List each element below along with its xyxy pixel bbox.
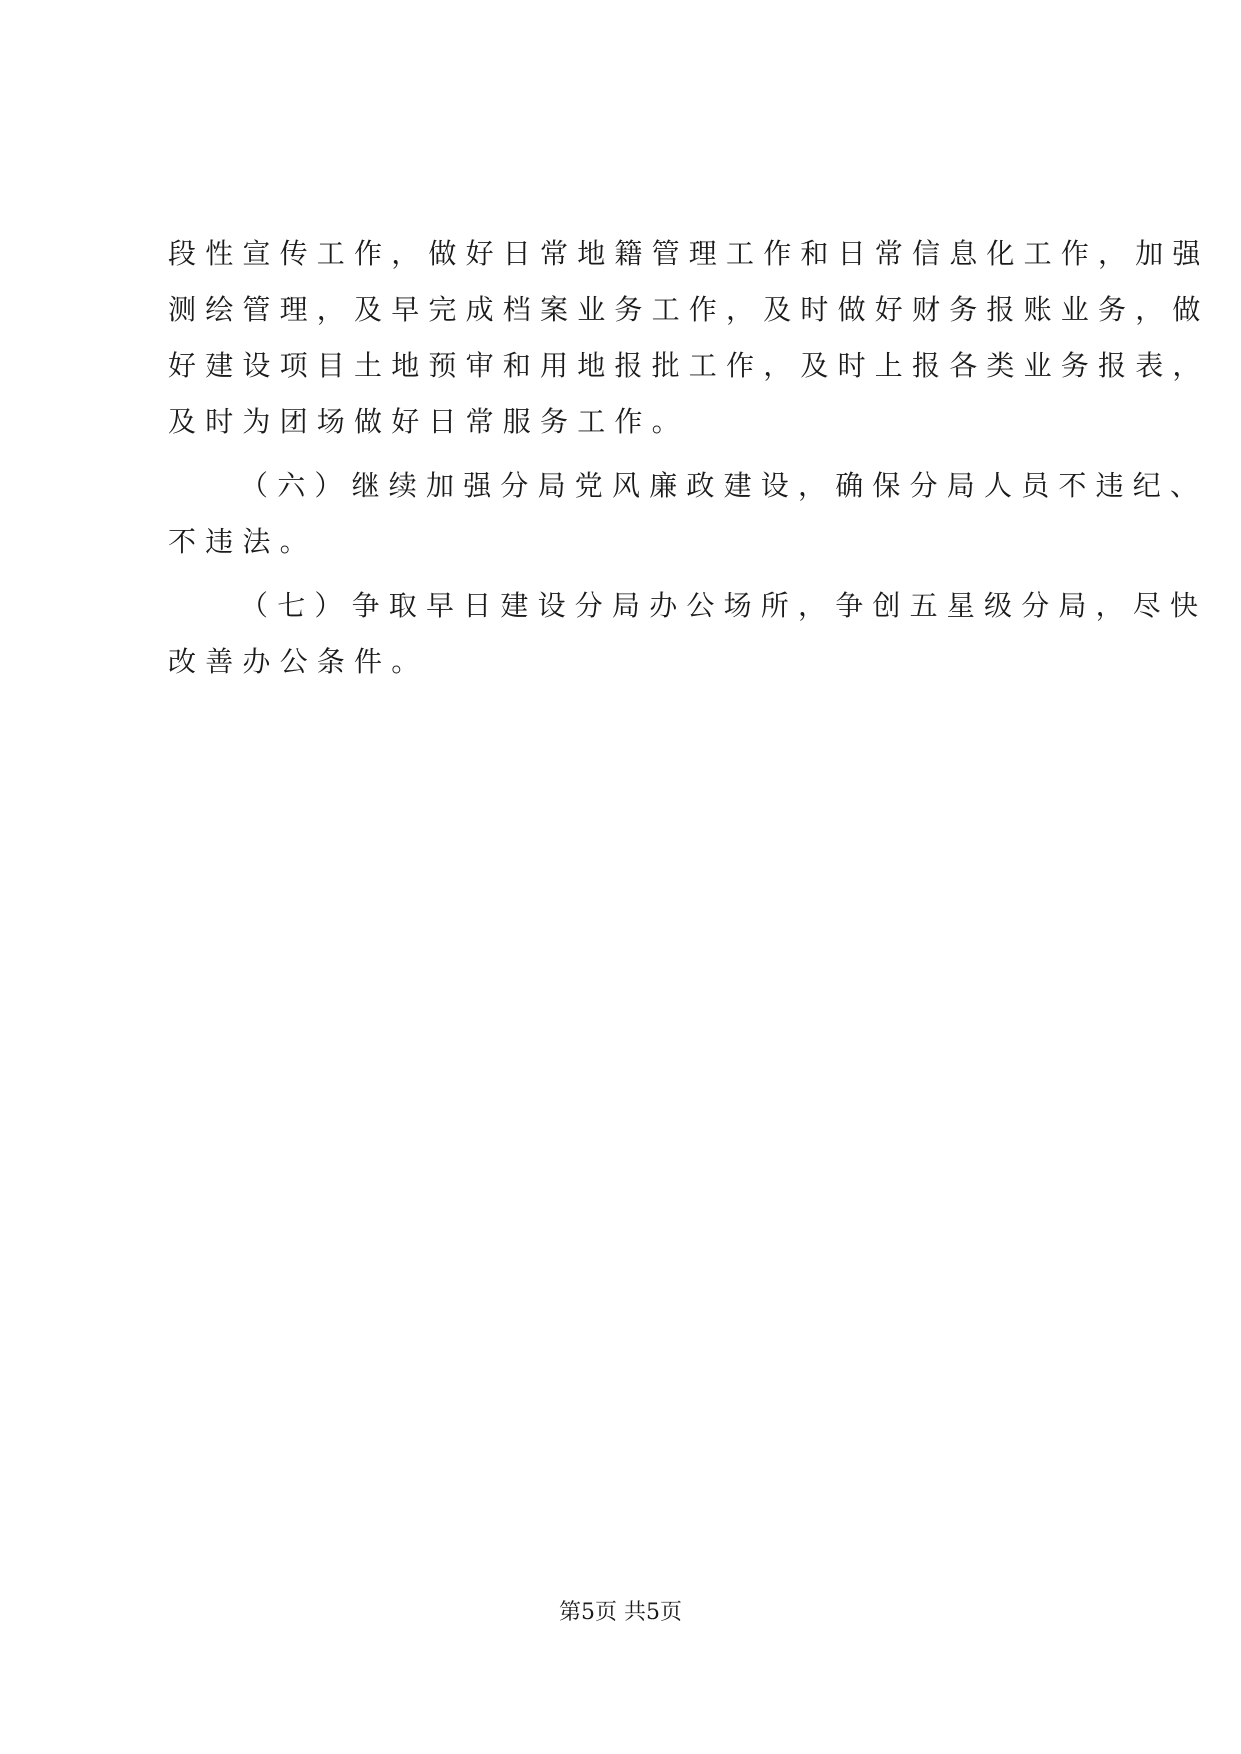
paragraph-item-seven [168, 578, 1208, 690]
text-line: （六）继续加强分局党风廉政建设，确保分局人员不违纪、 [240, 469, 1208, 502]
text-line: 段性宣传工作，做好日常地籍管理工作和日常信息化工作，加强 [168, 237, 1210, 270]
document-body [168, 226, 1210, 690]
text-line: 好建设项目土地预审和用地报批工作，及时上报各类业务报表， [168, 349, 1210, 382]
text-line: 改善办公条件。 [168, 645, 429, 678]
paragraph-continued [168, 226, 1210, 450]
text-line: 及时为团场做好日常服务工作。 [168, 405, 689, 438]
text-line: 测绘管理，及早完成档案业务工作，及时做好财务报账业务，做 [168, 293, 1210, 326]
text-line: 不违法。 [168, 525, 317, 558]
text-line: （七）争取早日建设分局办公场所，争创五星级分局，尽快 [240, 589, 1208, 622]
page-footer: 第5页 共5页 [559, 1600, 682, 1625]
paragraph-item-six [168, 458, 1208, 570]
